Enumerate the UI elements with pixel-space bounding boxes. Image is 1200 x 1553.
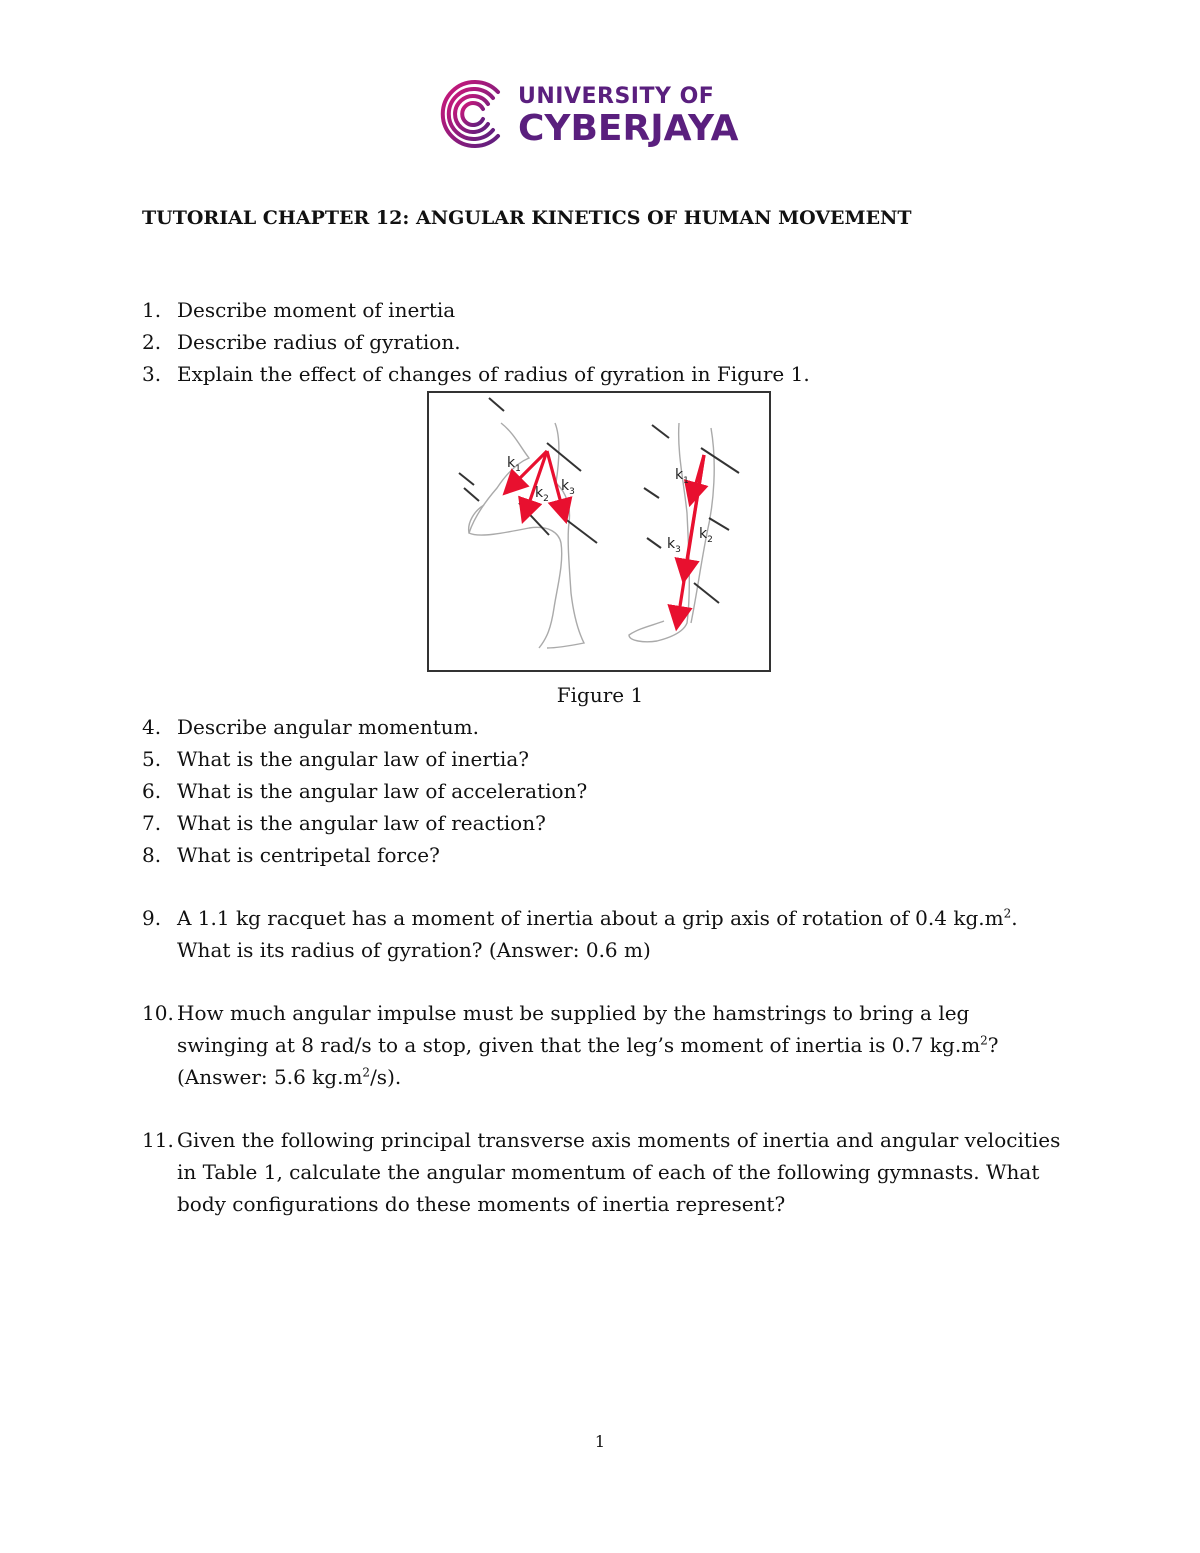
- list-item: [142, 807, 1067, 839]
- page-number: 1: [594, 1432, 606, 1451]
- item-number: 11.: [142, 1128, 174, 1152]
- list-item: [142, 711, 1067, 743]
- item-number: 4.: [142, 715, 162, 739]
- item-text: What is centripetal force?: [177, 843, 440, 867]
- list-item: [142, 294, 1067, 326]
- figure-caption: Figure 1: [556, 683, 644, 707]
- item-text: Describe angular momentum.: [177, 715, 479, 739]
- page-title: TUTORIAL CHAPTER 12: ANGULAR KINETICS OF HUMAN MOVEMENT: [142, 207, 912, 229]
- item-text: A 1.1 kg racquet has a moment of inertia about a grip axis of rotation of 0.4 $kg.m^2$. What is its radius of gyration? (Answer: 0.6 m): [177, 906, 1018, 962]
- logo-c-mark-icon: [438, 78, 510, 150]
- svg-text:k1: $k_1$: [507, 455, 521, 474]
- svg-text:k2: $k_2$: [699, 526, 713, 545]
- figure-1: [427, 391, 771, 672]
- item-number: 7.: [142, 811, 162, 835]
- list-item: [142, 358, 1067, 390]
- item-number: 5.: [142, 747, 162, 771]
- leg-radius-gyration-diagram: [429, 393, 769, 670]
- item-text: Describe radius of gyration.: [177, 330, 461, 354]
- list-item: [142, 839, 1067, 871]
- list-item: [142, 743, 1067, 775]
- item-number: 8.: [142, 843, 162, 867]
- item-text: Explain the effect of changes of radius of gyration in Figure 1.: [177, 362, 810, 386]
- logo-text-line2: CYBERJAYA: [518, 108, 739, 149]
- item-text: Describe moment of inertia: [177, 298, 456, 322]
- logo-text-line1: UNIVERSITY OF: [518, 84, 715, 109]
- item-text: How much angular impulse must be supplied by the hamstrings to bring a leg swinging at 8 rad/s to a stop, given that the leg’s moment of inertia is 0.7 $kg.m^2$? (Answer: 5.6 $kg.m^2/s$).: [177, 1001, 999, 1089]
- question-9: [142, 902, 1067, 966]
- svg-text:k1: $k_1$: [675, 467, 689, 486]
- svg-text:k3: $k_3$: [561, 478, 575, 497]
- item-number: 1.: [142, 298, 162, 322]
- item-number: 2.: [142, 330, 162, 354]
- item-number: 10.: [142, 1001, 174, 1025]
- svg-text:k3: $k_3$: [667, 536, 681, 555]
- item-number: 9.: [142, 906, 162, 930]
- item-text: Given the following principal transverse axis moments of inertia and angular velocities in Table 1, calculate the angular momentum of each of the following gymnasts. What body configurations do these moments of inertia represent?: [177, 1128, 1061, 1216]
- question-list-b: [142, 711, 1067, 871]
- question-list-a: [142, 294, 1067, 390]
- item-number: 3.: [142, 362, 162, 386]
- item-text: What is the angular law of reaction?: [177, 811, 546, 835]
- item-text: What is the angular law of inertia?: [177, 747, 529, 771]
- svg-text:k2: $k_2$: [535, 485, 549, 504]
- university-logo: [438, 78, 768, 153]
- item-number: 6.: [142, 779, 162, 803]
- question-11: [142, 1124, 1067, 1220]
- item-text: What is the angular law of acceleration?: [177, 779, 588, 803]
- list-item: [142, 1124, 1067, 1220]
- list-item: [142, 326, 1067, 358]
- list-item: [142, 997, 1067, 1093]
- list-item: [142, 775, 1067, 807]
- question-10: [142, 997, 1067, 1093]
- list-item: [142, 902, 1067, 966]
